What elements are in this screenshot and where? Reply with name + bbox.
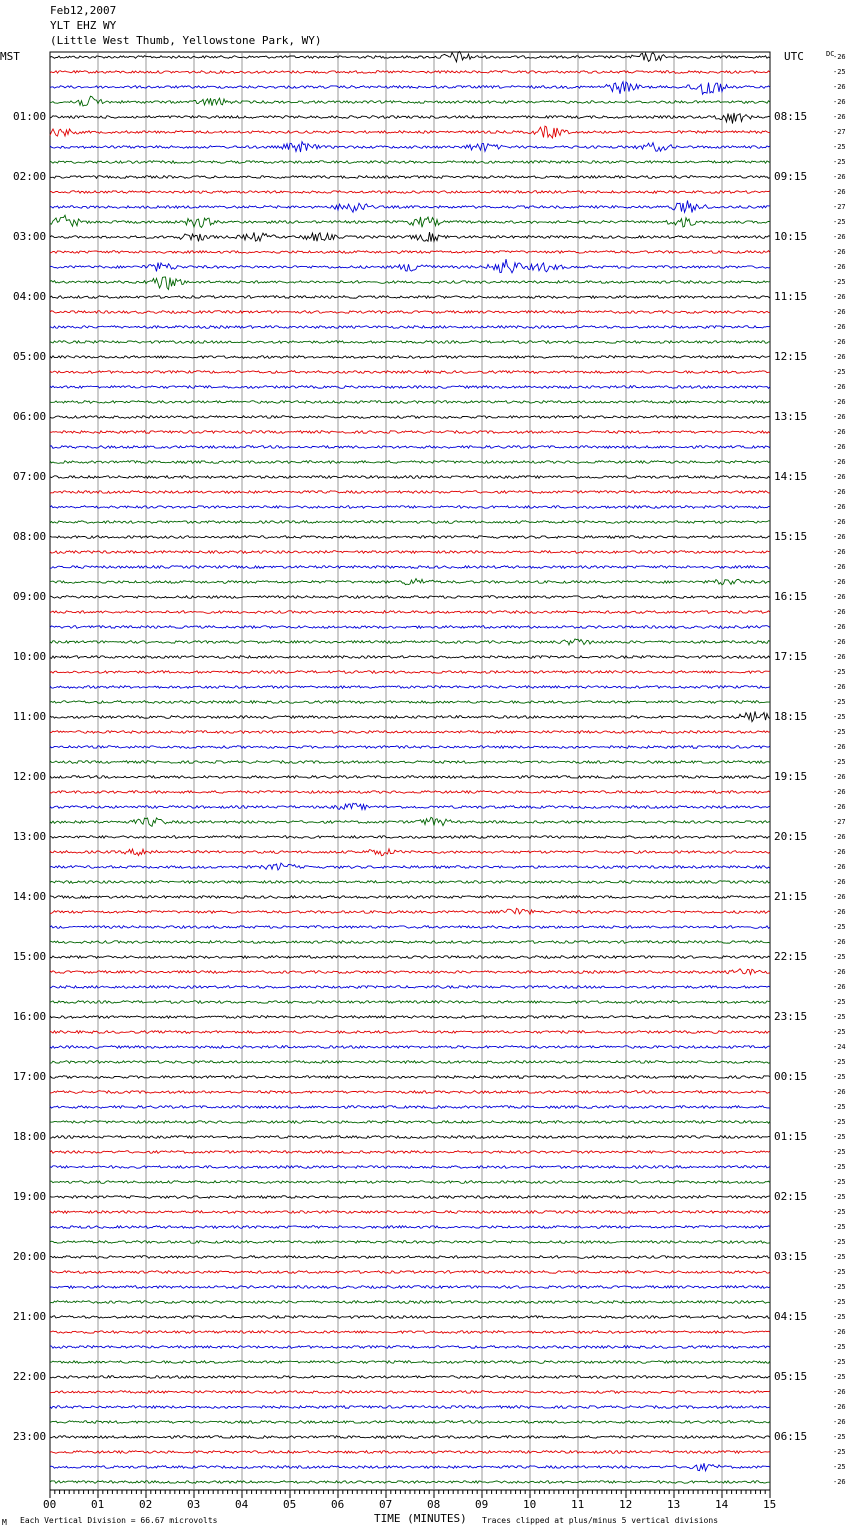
left-hour-label: 01:00 (13, 110, 47, 123)
trace-53 (50, 849, 770, 856)
x-tick-label: 12 (619, 1498, 633, 1511)
trace-46 (50, 746, 770, 749)
dc-offset-label: -26 (833, 473, 846, 481)
right-hour-label: 20:15 (774, 830, 808, 843)
dc-offset-label: -26 (833, 518, 846, 526)
left-hour-label: 04:00 (13, 290, 47, 303)
trace-88 (50, 1376, 770, 1379)
dc-offset-label: -26 (833, 833, 846, 841)
dc-offset-label: -26 (833, 248, 846, 256)
dc-offset-label: -25 (833, 998, 846, 1006)
dc-offset-label: -25 (833, 1463, 846, 1471)
trace-7 (50, 161, 770, 164)
left-hour-label: 02:00 (13, 170, 47, 183)
dc-offset-label: -25 (833, 1223, 846, 1231)
trace-37 (50, 611, 770, 614)
dc-offset-label: -25 (833, 1268, 846, 1276)
trace-38 (50, 626, 770, 629)
trace-89 (50, 1391, 770, 1394)
x-tick-label: 10 (523, 1498, 537, 1511)
trace-85 (50, 1331, 770, 1334)
dc-offset-label: -25 (833, 1058, 846, 1066)
trace-55 (50, 881, 770, 884)
trace-8 (50, 176, 770, 179)
dc-offset-label: -26 (833, 428, 846, 436)
left-hour-label: 21:00 (13, 1310, 47, 1323)
dc-offset-label: -26 (833, 638, 846, 646)
right-hour-label: 05:15 (774, 1370, 808, 1383)
clip-note: Traces clipped at plus/minus 5 vertical divisions (482, 1516, 719, 1525)
dc-offset-label: -26 (833, 353, 846, 361)
trace-64 (50, 1016, 770, 1019)
dc-offset-label: -26 (833, 578, 846, 586)
dc-offset-label: -26 (833, 938, 846, 946)
dc-offset-label: -26 (833, 338, 846, 346)
trace-2 (50, 82, 770, 95)
trace-28 (50, 476, 770, 479)
trace-72 (50, 1136, 770, 1139)
dc-offset-label: -26 (833, 458, 846, 466)
trace-18 (50, 326, 770, 329)
trace-48 (50, 776, 770, 779)
trace-70 (50, 1106, 770, 1109)
dc-offset-label: -25 (833, 368, 846, 376)
dc-offset-label: -26 (833, 188, 846, 196)
trace-0 (50, 52, 770, 62)
footer-mark: M (2, 1518, 7, 1527)
trace-49 (50, 791, 770, 794)
dc-offset-label: -26 (833, 848, 846, 856)
dc-offset-label: -26 (833, 893, 846, 901)
x-tick-label: 08 (427, 1498, 441, 1511)
dc-label: DC (826, 50, 835, 58)
trace-58 (50, 926, 770, 929)
trace-44 (50, 711, 770, 721)
trace-50 (50, 803, 770, 809)
trace-57 (50, 908, 770, 914)
dc-offset-label: -25 (833, 1103, 846, 1111)
trace-17 (50, 311, 770, 314)
trace-63 (50, 1001, 770, 1004)
left-hour-label: 05:00 (13, 350, 47, 363)
right-hour-label: 22:15 (774, 950, 808, 963)
dc-offset-label: -26 (833, 323, 846, 331)
dc-offset-label: -25 (833, 728, 846, 736)
dc-offset-label: -26 (833, 803, 846, 811)
dc-offset-label: -26 (833, 863, 846, 871)
dc-offset-label: -25 (833, 1028, 846, 1036)
trace-78 (50, 1226, 770, 1229)
trace-6 (50, 142, 770, 152)
trace-29 (50, 491, 770, 494)
trace-22 (50, 386, 770, 389)
dc-offset-label: -26 (833, 413, 846, 421)
x-tick-label: 09 (475, 1498, 489, 1511)
trace-86 (50, 1346, 770, 1349)
trace-56 (50, 896, 770, 899)
trace-67 (50, 1061, 770, 1064)
x-tick-label: 13 (667, 1498, 681, 1511)
trace-47 (50, 761, 770, 764)
trace-77 (50, 1211, 770, 1214)
left-hour-label: 03:00 (13, 230, 47, 243)
dc-offset-label: -25 (833, 1298, 846, 1306)
right-hour-label: 09:15 (774, 170, 808, 183)
dc-offset-label: -27 (833, 818, 846, 826)
trace-61 (50, 969, 770, 975)
right-hour-label: 13:15 (774, 410, 808, 423)
dc-offset-label: -26 (833, 1328, 846, 1336)
trace-19 (50, 341, 770, 344)
right-hour-label: 11:15 (774, 290, 808, 303)
left-hour-label: 19:00 (13, 1190, 47, 1203)
plot-frame (50, 52, 770, 1490)
trace-66 (50, 1046, 770, 1049)
trace-33 (50, 551, 770, 554)
dc-offset-label: -26 (833, 1088, 846, 1096)
trace-68 (50, 1076, 770, 1079)
dc-offset-label: -26 (833, 983, 846, 991)
dc-offset-label: -25 (833, 1433, 846, 1441)
dc-offset-label: -27 (833, 203, 846, 211)
trace-14 (50, 259, 770, 273)
dc-offset-label: -26 (833, 98, 846, 106)
dc-offset-label: -26 (833, 563, 846, 571)
trace-43 (50, 701, 770, 704)
x-tick-label: 11 (571, 1498, 585, 1511)
left-hour-label: 06:00 (13, 410, 47, 423)
x-tick-label: 06 (331, 1498, 345, 1511)
trace-11 (50, 215, 770, 227)
right-hour-label: 03:15 (774, 1250, 808, 1263)
dc-offset-label: -26 (833, 593, 846, 601)
trace-30 (50, 506, 770, 509)
trace-75 (50, 1181, 770, 1184)
trace-39 (50, 639, 770, 645)
trace-23 (50, 401, 770, 404)
dc-offset-label: -25 (833, 1208, 846, 1216)
dc-offset-label: -26 (833, 113, 846, 121)
x-tick-label: 15 (763, 1498, 777, 1511)
dc-offset-label: -25 (833, 1373, 846, 1381)
trace-45 (50, 731, 770, 734)
dc-offset-label: -26 (833, 773, 846, 781)
left-hour-label: 20:00 (13, 1250, 47, 1263)
dc-offset-label: -26 (833, 383, 846, 391)
trace-42 (50, 686, 770, 689)
trace-51 (50, 817, 770, 826)
right-hour-label: 16:15 (774, 590, 808, 603)
trace-12 (50, 232, 770, 242)
trace-83 (50, 1301, 770, 1304)
right-hour-label: 02:15 (774, 1190, 808, 1203)
dc-offset-label: -27 (833, 128, 846, 136)
record-date: Feb12,2007 (50, 4, 117, 17)
trace-3 (50, 96, 770, 106)
dc-offset-label: -26 (833, 1478, 846, 1486)
trace-20 (50, 356, 770, 359)
left-hour-label: 13:00 (13, 830, 47, 843)
trace-40 (50, 656, 770, 659)
dc-offset-label: -24 (833, 1043, 846, 1051)
dc-offset-label: -25 (833, 1013, 846, 1021)
right-hour-label: 01:15 (774, 1130, 808, 1143)
trace-15 (50, 277, 770, 290)
dc-offset-label: -25 (833, 1448, 846, 1456)
dc-offset-label: -25 (833, 1193, 846, 1201)
left-hour-label: 07:00 (13, 470, 47, 483)
trace-59 (50, 941, 770, 944)
dc-offset-label: -26 (833, 743, 846, 751)
dc-offset-label: -26 (833, 488, 846, 496)
dc-offset-label: -25 (833, 953, 846, 961)
trace-26 (50, 446, 770, 449)
dc-offset-label: -26 (833, 308, 846, 316)
trace-16 (50, 296, 770, 299)
dc-offset-label: -25 (833, 278, 846, 286)
dc-offset-label: -25 (833, 713, 846, 721)
left-hour-label: 23:00 (13, 1430, 47, 1443)
right-hour-label: 17:15 (774, 650, 808, 663)
right-hour-label: 00:15 (774, 1070, 808, 1083)
dc-offset-label: -26 (833, 533, 846, 541)
dc-offset-label: -25 (833, 1253, 846, 1261)
left-axis-label: MST (0, 50, 20, 63)
trace-25 (50, 431, 770, 434)
trace-87 (50, 1361, 770, 1364)
trace-90 (50, 1406, 770, 1409)
trace-73 (50, 1151, 770, 1154)
left-hour-label: 16:00 (13, 1010, 47, 1023)
trace-82 (50, 1286, 770, 1289)
left-hour-label: 18:00 (13, 1130, 47, 1143)
dc-offset-label: -25 (833, 1118, 846, 1126)
x-tick-label: 03 (187, 1498, 201, 1511)
dc-offset-label: -26 (833, 443, 846, 451)
x-tick-label: 14 (715, 1498, 729, 1511)
dc-offset-label: -26 (833, 1388, 846, 1396)
trace-32 (50, 536, 770, 539)
dc-offset-label: -25 (833, 923, 846, 931)
left-hour-label: 11:00 (13, 710, 47, 723)
trace-92 (50, 1436, 770, 1439)
right-axis-label: UTC (784, 50, 804, 63)
right-hour-label: 23:15 (774, 1010, 808, 1023)
trace-54 (50, 863, 770, 870)
dc-offset-label: -25 (833, 1358, 846, 1366)
right-hour-label: 19:15 (774, 770, 808, 783)
left-hour-label: 15:00 (13, 950, 47, 963)
dc-offset-label: -26 (833, 233, 846, 241)
left-hour-label: 10:00 (13, 650, 47, 663)
x-tick-label: 04 (235, 1498, 249, 1511)
dc-offset-label: -25 (833, 1178, 846, 1186)
dc-offset-label: -26 (833, 968, 846, 976)
dc-offset-label: -25 (833, 1073, 846, 1081)
dc-offset-label: -25 (833, 68, 846, 76)
dc-offset-label: -25 (833, 668, 846, 676)
left-hour-label: 22:00 (13, 1370, 47, 1383)
trace-21 (50, 371, 770, 374)
trace-13 (50, 251, 770, 254)
dc-offset-label: -25 (833, 1238, 846, 1246)
dc-offset-label: -25 (833, 1313, 846, 1321)
dc-offset-label: -25 (833, 1163, 846, 1171)
left-hour-label: 14:00 (13, 890, 47, 903)
dc-offset-label: -25 (833, 1133, 846, 1141)
dc-offset-label: -26 (833, 53, 846, 61)
dc-offset-label: -26 (833, 878, 846, 886)
dc-offset-label: -26 (833, 293, 846, 301)
right-hour-label: 21:15 (774, 890, 808, 903)
trace-65 (50, 1031, 770, 1034)
trace-94 (50, 1463, 770, 1471)
scale-note: Each Vertical Division = 66.67 microvolts (20, 1516, 218, 1525)
x-tick-label: 01 (91, 1498, 105, 1511)
trace-80 (50, 1256, 770, 1259)
trace-34 (50, 566, 770, 569)
dc-offset-label: -26 (833, 263, 846, 271)
trace-84 (50, 1316, 770, 1319)
dc-offset-label: -25 (833, 143, 846, 151)
left-hour-label: 08:00 (13, 530, 47, 543)
trace-27 (50, 461, 770, 464)
trace-5 (50, 126, 770, 138)
trace-95 (50, 1481, 770, 1484)
dc-offset-label: -26 (833, 788, 846, 796)
trace-31 (50, 521, 770, 524)
x-tick-label: 00 (43, 1498, 57, 1511)
dc-offset-label: -26 (833, 1418, 846, 1426)
dc-offset-label: -25 (833, 698, 846, 706)
trace-76 (50, 1196, 770, 1199)
dc-offset-label: -26 (833, 83, 846, 91)
right-hour-label: 04:15 (774, 1310, 808, 1323)
trace-35 (50, 579, 770, 585)
right-hour-label: 10:15 (774, 230, 808, 243)
trace-1 (50, 71, 770, 74)
trace-52 (50, 836, 770, 839)
left-hour-label: 09:00 (13, 590, 47, 603)
dc-offset-label: -26 (833, 908, 846, 916)
x-tick-label: 02 (139, 1498, 153, 1511)
dc-offset-label: -25 (833, 158, 846, 166)
dc-offset-label: -26 (833, 1403, 846, 1411)
dc-offset-label: -26 (833, 398, 846, 406)
left-hour-label: 17:00 (13, 1070, 47, 1083)
right-hour-label: 14:15 (774, 470, 808, 483)
dc-offset-label: -26 (833, 548, 846, 556)
trace-10 (50, 201, 770, 213)
trace-62 (50, 986, 770, 989)
dc-offset-label: -26 (833, 623, 846, 631)
dc-offset-label: -25 (833, 1283, 846, 1291)
trace-24 (50, 416, 770, 419)
right-hour-label: 18:15 (774, 710, 808, 723)
trace-41 (50, 671, 770, 674)
dc-offset-label: -26 (833, 608, 846, 616)
right-hour-label: 12:15 (774, 350, 808, 363)
trace-4 (50, 113, 770, 124)
right-hour-label: 15:15 (774, 530, 808, 543)
right-hour-label: 08:15 (774, 110, 808, 123)
trace-79 (50, 1241, 770, 1244)
dc-offset-label: -25 (833, 218, 846, 226)
dc-offset-label: -25 (833, 1148, 846, 1156)
dc-offset-label: -26 (833, 173, 846, 181)
x-tick-label: 07 (379, 1498, 393, 1511)
trace-93 (50, 1451, 770, 1454)
trace-91 (50, 1421, 770, 1424)
dc-offset-label: -25 (833, 758, 846, 766)
trace-9 (50, 191, 770, 194)
trace-69 (50, 1091, 770, 1094)
trace-74 (50, 1166, 770, 1169)
left-hour-label: 12:00 (13, 770, 47, 783)
x-axis-label: TIME (MINUTES) (374, 1512, 467, 1525)
dc-offset-label: -26 (833, 683, 846, 691)
dc-offset-label: -25 (833, 1343, 846, 1351)
station-name: YLT EHZ WY (50, 19, 117, 32)
dc-offset-label: -26 (833, 653, 846, 661)
right-hour-label: 06:15 (774, 1430, 808, 1443)
trace-71 (50, 1121, 770, 1124)
station-location: (Little West Thumb, Yellowstone Park, WY) (50, 34, 322, 47)
dc-offset-label: -26 (833, 503, 846, 511)
trace-81 (50, 1271, 770, 1274)
trace-36 (50, 596, 770, 599)
trace-60 (50, 956, 770, 959)
x-tick-label: 05 (283, 1498, 297, 1511)
